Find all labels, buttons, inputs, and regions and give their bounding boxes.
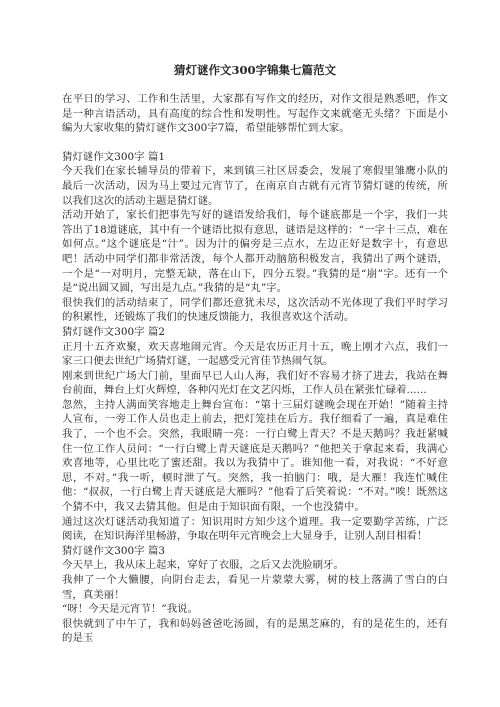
section-1 <box>62 150 448 325</box>
paragraph: 很快我们的活动结束了，同学们都还意犹未尽，这次活动不光体现了我们平时学习的积累性，还锻炼了我们的快速反馈能力，我很喜欢这个活动。 <box>62 296 448 324</box>
section-heading: 猜灯谜作文300字 篇3 <box>62 544 166 557</box>
paragraph: 很快就到了中午了，我和妈妈爸爸吃汤圆，有的是黑芝麻的，有的是花生的，还有的是玉 <box>62 617 448 645</box>
paragraph: 今天我们在家长辅导员的带着下，来到镇三社区居委会，发展了寒假里雏鹰小队的最后一次活动，因为马上要过元宵节了，在南京自古就有元宵节猜灯谜的传统，所以我们这次的活动主题是猜灯谜。 <box>62 165 448 207</box>
paragraph: 刚来到世纪广场大门前，里面早已人山人海，我们好不容易才挤了进去，我站在舞台前面，舞台上灯火辉煌，各种闪光灯在文艺闪烁，工作人员在紧张忙碌着...... <box>62 369 448 397</box>
paragraph: 正月十五齐欢聚，欢天喜地闹元宵。今天是农历正月十五，晚上刚才六点，我们一家三口便去世纪广场猜灯谜，一起感受元宵佳节热闹气氛。 <box>62 340 448 368</box>
paragraph: 忽然，主持人满面笑容地走上舞台宣布：“第十三届灯谜晚会现在开始！”随着主持人宣布，一旁工作人员也走上前去，把灯笼挂在后方。我仔细看了一遍，真是难住我了，一个也不会。突然，我眼睛一亮：一行白鹭上青天？不是天鹅吗？我赶紧喊住一位工作人员问：“一行白鹭上青天谜底是天鹅吗？”他把关于拿起来看，我满心欢喜地等，心里比吃了蜜还甜。我以为我猜中了。谁知他一看，对我说：“不好意思，不对。”我一听，顿时泄了气。突然，我一拍脑门：哦，是大雁！我连忙喊住他：“叔叔，一行白鹭上青天谜底是大雁吗？”他看了后笑着说：“不对。”唉！既然这个猜不中，我又去猜其他。但是由于知识面有限，一个也没猜中。 <box>62 398 448 514</box>
paragraph: 通过这次灯谜活动我知道了：知识用时方知少这个道理。我一定要勤学苦练，广泛阅读，在知识海洋里畅游，争取在明年元宵晚会上大显身手，让别人刮目相看！ <box>62 515 448 543</box>
section-heading: 猜灯谜作文300字 篇2 <box>62 325 166 338</box>
section-3 <box>62 544 448 646</box>
paragraph: 我伸了一个大懒腰，向阴台走去，看见一片蒙蒙大雾，树的枝上落满了雪白的白雪，真美丽！ <box>62 574 448 601</box>
intro-paragraph: 在平日的学习、工作和生活里，大家都有写作文的经历，对作文很是熟悉吧，作文是一种言语活动，具有高度的综合性和发明性。写起作文来就毫无头绪？下面是小编为大家收集的猜灯谜作文300字7篇，希望能够帮忙到大家。 <box>62 93 448 135</box>
section-2 <box>62 325 448 544</box>
paragraph: 今天早上，我从床上起来，穿好了衣服，之后又去洗脸刷牙。 <box>62 559 344 572</box>
section-heading: 猜灯谜作文300字 篇1 <box>62 150 166 163</box>
paragraph: 活动开始了，家长们把事先写好的谜语发给我们，每个谜底都是一个字，我们一共答出了18道谜底，其中有一个谜语比拟有意思，谜语是这样的：“一字十三点，难在如何点。”这个谜底是“汁”。因为汁的偏旁是三点水，左边正好是数字十，有意思吧！活动中同学们都非常活泼，每个人都开动脑筋积极发言，我猜出了两个谜语，一个是“一对明月，完整无缺，落在山下，四分五裂。”我猜的是“崩”字。还有一个是“说出圆又圆，写出是九点。”我猜的是“丸”字。 <box>62 209 448 295</box>
paragraph: “呀！今天是元宵节！”我说。 <box>62 603 199 616</box>
document-body <box>62 92 448 646</box>
document-title: 猜灯谜作文300字锦集七篇范文 <box>173 63 336 77</box>
